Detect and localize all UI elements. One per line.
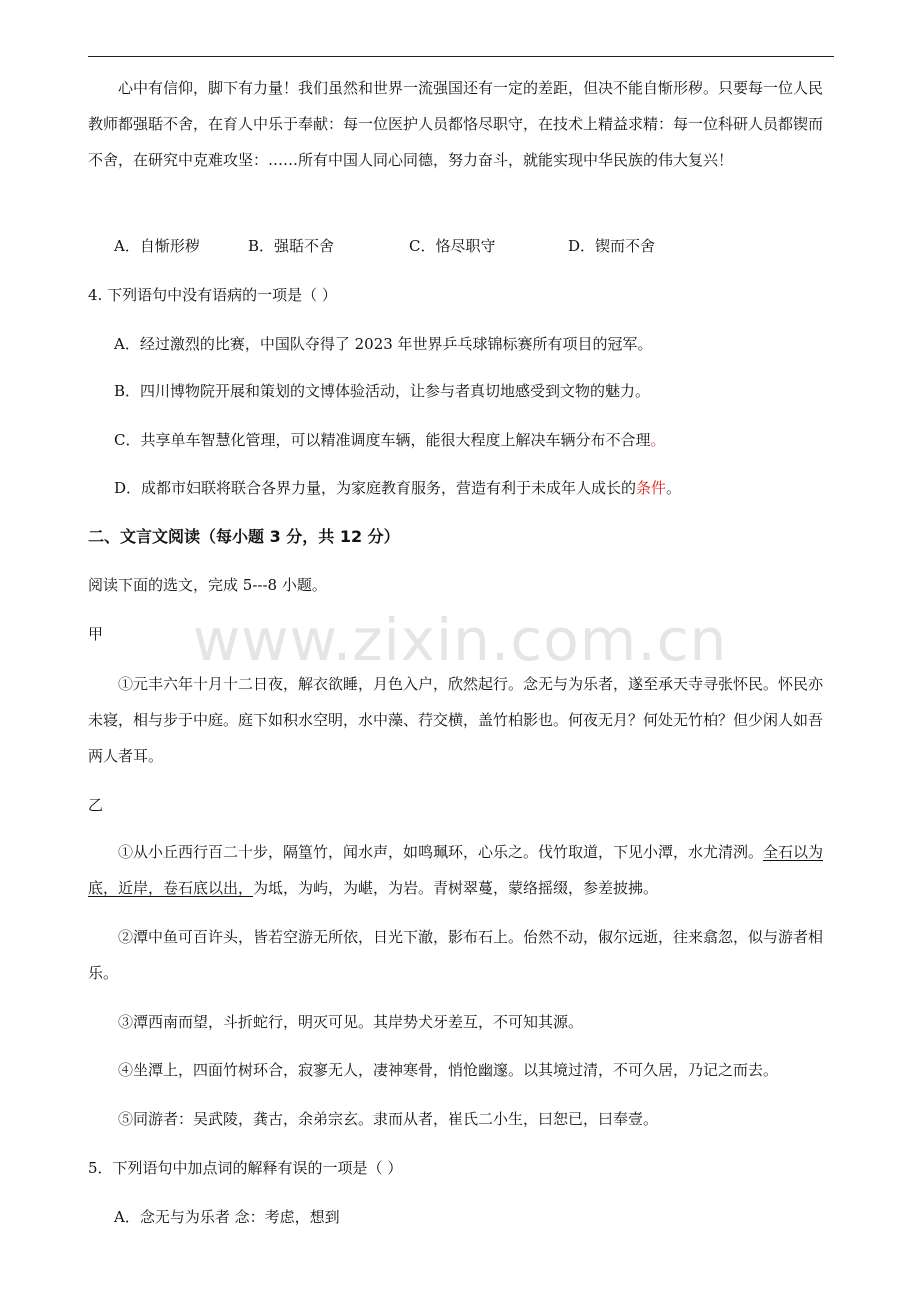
q4-option-d-end: 。	[666, 479, 682, 497]
yi-paragraph-1	[88, 834, 836, 906]
q4-option-d	[114, 478, 681, 498]
q4-stem: 4. 下列语句中没有语病的一项是（ ）	[88, 286, 337, 304]
yi-paragraph-3: ③潭西南而望，斗折蛇行，明灭可见。其岸势犬牙差互，不可知其源。	[118, 1013, 584, 1031]
q4-option-c	[114, 430, 666, 450]
yi-paragraph-5: ⑤同游者：吴武陵，龚古，余弟宗玄。隶而从者，崔氏二小生，曰恕已，曰奉壹。	[118, 1110, 659, 1128]
q5-stem: 5．下列语句中加点词的解释有误的一项是（ ）	[88, 1159, 403, 1177]
q4-option-c-mark: 。	[650, 431, 666, 449]
intro-paragraph: 心中有信仰，脚下有力量！我们虽然和世界一流强国还有一定的差距，但决不能自惭形秽。只要每一位人民教师都强聒不舍，在育人中乐于奉献：每一位医护人员都恪尽职守，在技术上精益求精：每一位科研人员都锲而不舍，在研究中克难攻坚：……所有中国人同心同德，努力奋斗，就能实现中华民族的伟大复兴！	[88, 79, 824, 169]
passage-label-yi: 乙	[88, 796, 104, 814]
q4-option-c-text: C．共享单车智慧化管理，可以精准调度车辆，能很大程度上解决车辆分布不合理	[114, 431, 651, 449]
watermark: www.zixin.com.cn	[192, 606, 728, 674]
q4-option-d-mark: 条件	[636, 479, 667, 497]
q4-option-d-text: D．成都市妇联将联合各界力量，为家庭教育服务，营造有利于未成年人成长的	[114, 479, 637, 497]
yi-paragraph-4: ④坐潭上，四面竹树环合，寂寥无人，凄神寒骨，悄怆幽邃。以其境过清，不可久居，乃记之而去。	[118, 1061, 779, 1079]
section2-heading: 二、文言文阅读（每小题 3 分，共 12 分）	[88, 527, 400, 546]
yi-p1-before: ①从小丘西行百二十步，隔篁竹，闻水声，如鸣珮环，心乐之。伐竹取道，下见小潭，水尤清洌。	[118, 843, 764, 861]
jia-paragraph: ①元丰六年十月十二日夜，解衣欲睡，月色入户，欣然起行。念无与为乐者，遂至承天寺寻张怀民。怀民亦未寝，相与步于中庭。庭下如积水空明，水中藻、荇交横，盖竹柏影也。何夜无月？何处无竹柏？但少闲人如吾两人者耳。	[88, 675, 824, 765]
passage-label-jia: 甲	[88, 625, 104, 643]
q3-option-b: B．强聒不舍	[248, 237, 335, 255]
q3-option-d: D．锲而不舍	[568, 237, 656, 255]
yi-p1-underlined: 全石以为底，近岸，卷石底以出，	[88, 843, 824, 897]
q3-option-a: A．自惭形秽	[114, 237, 200, 255]
q4-option-b: B．四川博物院开展和策划的文博体验活动，让参与者真切地感受到文物的魅力。	[114, 382, 651, 400]
reading-instruction: 阅读下面的选文，完成 5---8 小题。	[88, 576, 327, 594]
q5-option-a: A．念无与为乐者 念：考虑，想到	[114, 1208, 340, 1226]
yi-paragraph-2: ②潭中鱼可百许头，皆若空游无所依，日光下澈，影布石上。佁然不动，俶尔远逝，往来翕忽，似与游者相乐。	[88, 928, 824, 982]
q3-option-c: C．恪尽职守	[409, 237, 496, 255]
yi-p1-after: 为坻，为屿，为嵁，为岩。青树翠蔓，蒙络摇缀，参差披拂。	[253, 879, 659, 897]
header-rule	[88, 56, 834, 57]
q4-option-a: A．经过激烈的比赛，中国队夺得了 2023 年世界乒乓球锦标赛所有项目的冠军。	[114, 335, 653, 353]
